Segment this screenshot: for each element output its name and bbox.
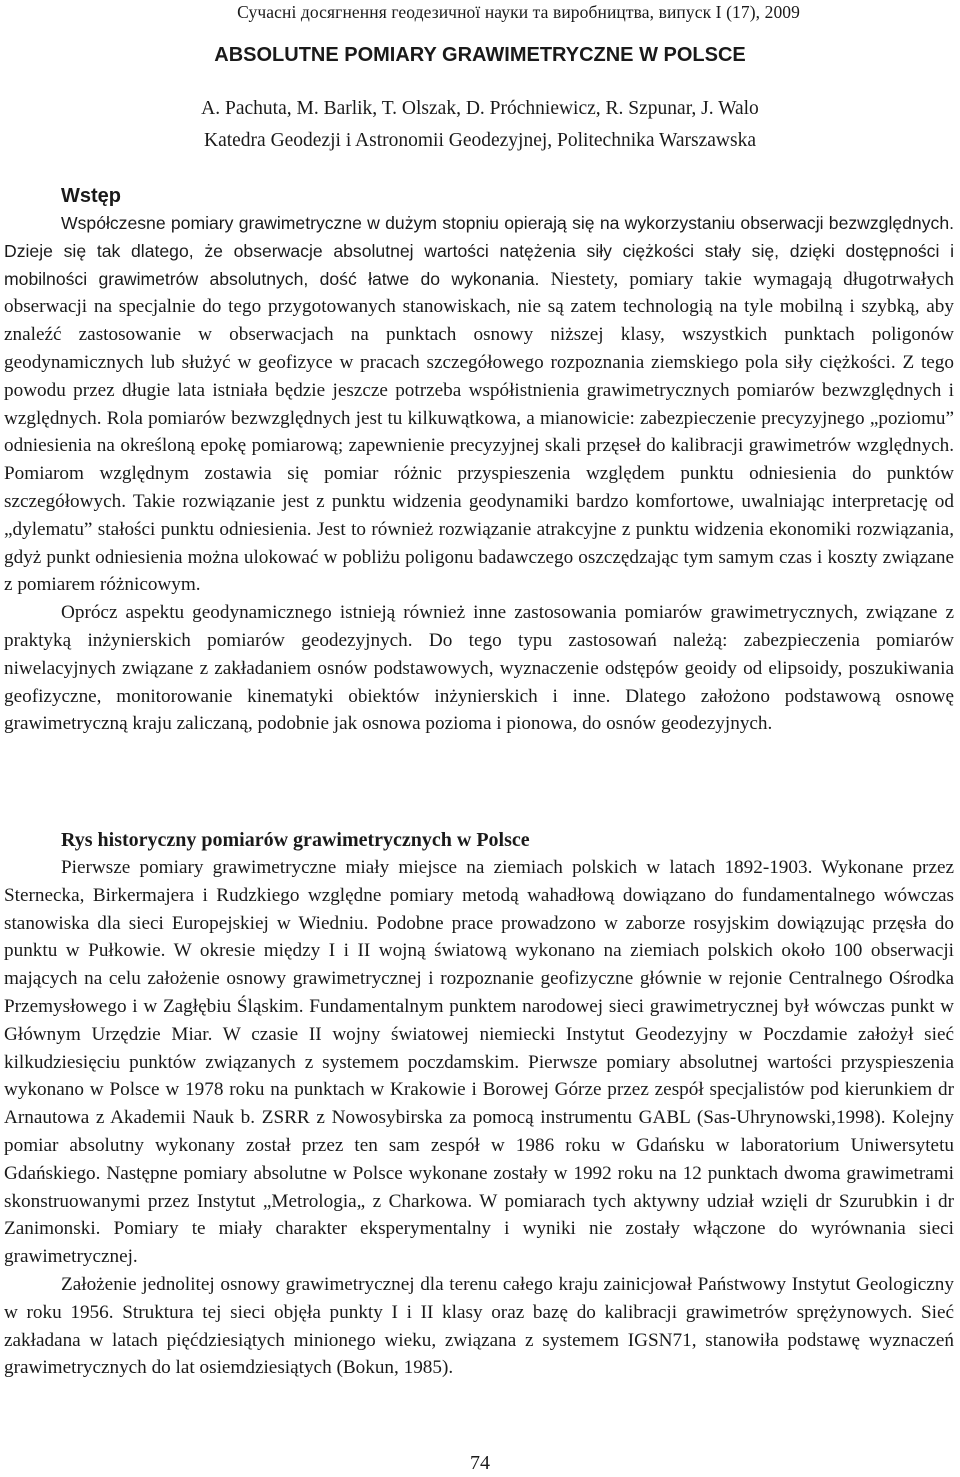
section-heading-intro: Wstęp — [61, 185, 121, 207]
article-title: ABSOLUTNE POMIARY GRAWIMETRYCZNE W POLSCE — [214, 44, 746, 66]
intro-paragraph-1-lead: Współczesne pomiary grawimetryczne w dużym stopniu opierają się na wykorzystaniu obserwacji bezwzględnych. Dzieje się tak dlatego, że obserwacje absolutnej wartości natężenia siły ciężkości stały się, dzięki dostępności i mobilności grawimetrów absolutnych, dość łatwe do wykonania. — [4, 213, 954, 289]
intro-paragraph-1-body: Niestety, pomiary takie wymagają długotrwałych obserwacji na specjalnie do tego przygotowanych stanowiskach, nie są zatem technologią na tyle mobilną i szybką, aby znaleźć zastosowanie w obserwacjach na punktach osnowy niższej klasy, wszystkich punktach poligonów geodynamicznych lub służyć w geofizyce w pracach szczegółowego rozpoznania ziemskiego pola siły ciężkości. Z tego powodu przez długie lata istniała będzie jeszcze potrzeba współistnienia grawimetrycznych pomiarów bezwzględnych i względnych. Rola pomiarów bezwzględnych jest tu kilkuwątkowa, a mianowicie: zabezpieczenie precyzyjnego „poziomu” odniesienia na określoną epokę pomiarową; zapewnienie precyzyjnej skali przęseł do kalibracji grawimetrów względnych. Pomiarom względnym zostawia się pomiar różnic przyspieszenia względem punktu odniesienia do punktów szczegółowych. Takie rozwiązanie jest z punktu widzenia geodynamiki bardzo komfortowe, uwalniając interpretację od „dylematu” stałości punktu odniesienia. Jest to również rozwiązanie atrakcyjne z punktu widzenia ekonomiki rozwiązania, gdyż punkt odniesienia można ulokować w pobliżu poligonu badawczego oszczędzając tym samym czas i koszty związane z pomiarem różnicowym. — [4, 268, 954, 596]
section-history — [4, 826, 954, 1382]
history-paragraph-2: Założenie jednolitej osnowy grawimetrycznej dla terenu całego kraju zainicjował Państwowy Instytut Geologiczny w roku 1956. Struktura tej sieci objęła punkty I i II klasy oraz bazę do kalibracji grawimetrów sprężynowych. Sieć zakładana w latach pięćdziesiątych minionego wieku, związana z systemem IGSN71, stanowiła podstawę wyznaczeń grawimetrycznych do lat osiemdziesiątych (Bokun, 1985). — [4, 1273, 954, 1379]
page-number: 74 — [470, 1452, 490, 1474]
intro-paragraph-1 — [4, 210, 954, 599]
intro-paragraph-2: Oprócz aspektu geodynamicznego istnieją również inne zastosowania pomiarów grawimetrycznych, związane z praktyką inżynierskich pomiarów geodezyjnych. Do tego typu zastosowań należą: zabezpieczenia pomiarów niwelacyjnych związane z zakładaniem osnów podstawowych, wyznaczenie odstępów geoidy od elipsoidy, poszukiwania geofizyczne, monitorowanie kinematyki obiektów inżynierskich i inne. Dlatego założono podstawową osnowę grawimetryczną kraju zaliczaną, podobnie jak osnowa pozioma i pionowa, do osnów geodezyjnych. — [4, 602, 954, 735]
running-header: Сучасні досягнення геодезичної науки та виробництва, випуск I (17), 2009 — [237, 2, 800, 22]
article-authors: A. Pachuta, M. Barlik, T. Olszak, D. Próchniewicz, R. Szpunar, J. Walo — [201, 98, 759, 119]
history-paragraph-1: Pierwsze pomiary grawimetryczne miały miejsce na ziemiach polskich w latach 1892-1903. Wykonane przez Sternecka, Birkermajera i Rudzkiego względne pomiary metodą wahadłową dowiązano do fundamentalnego wówczas stanowiska dla sieci Europejskiej w Wiedniu. Podobne prace prowadzono w zaborze rosyjskim dowiązując przęsła do punktu w Pułkowie. W okresie między I i II wojną światową wykonano na ziemiach polskich około 100 obserwacji mających na celu założenie osnowy grawimetrycznej i rozpoznanie geofizyczne głównie w rejonie Centralnego Ośrodka Przemysłowego i w Zagłębiu Śląskim. Fundamentalnym punktem narodowej sieci grawimetrycznej był wówczas punkt w Głównym Urzędzie Miar. W czasie II wojny światowej niemiecki Instytut Geodezyjny w Poczdamie założył sieć kilkudziesięciu punktów związanych z systemem poczdamskim. Pierwsze pomiary absolutnej wartości przyspieszenia wykonano w Polsce w 1978 roku na punktach w Krakowie i Borowej Górze przez zespół specjalistów pod kierunkiem dr Arnautowa z Akademii Nauk b. ZSRR z Nowosybirska za pomocą instrumentu GABL (Sas-Uhrynowski,1998). Kolejny pomiar absolutny wykonany został przez ten sam zespół w 1986 roku w Gdańsku w laboratorium Uniwersytetu Gdańskiego. Następne pomiary absolutne w Polsce wykonane zostały w 1992 roku na 12 punktach dwoma grawimetrami skonstruowanymi przez Instytut „Metrologia„ z Charkowa. W pomiarach tych aktywny udział wzięli dr Szurubkin i dr Zanimonski. Pomiary te miały charakter eksperymentalny i wyniki nie zostały włączone do wyrównania sieci grawimetrycznej. — [4, 857, 954, 1268]
section-heading-history: Rys historyczny pomiarów grawimetrycznych w Polsce — [61, 829, 530, 851]
section-introduction — [4, 182, 954, 738]
article-affiliation: Katedra Geodezji i Astronomii Geodezyjnej, Politechnika Warszawska — [203, 130, 757, 151]
